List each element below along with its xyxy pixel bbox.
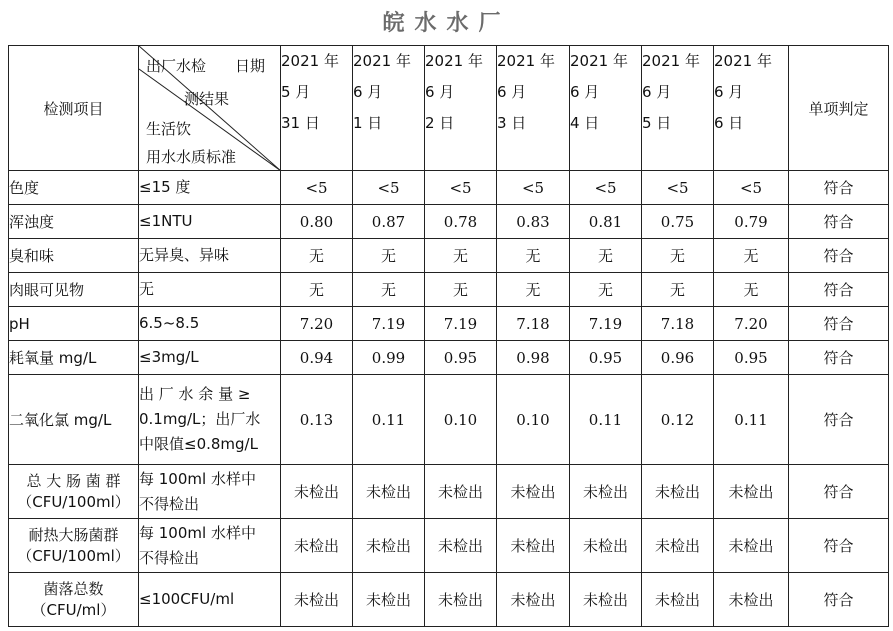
- date-column-header: [425, 46, 497, 171]
- verdict-cell: 符合: [789, 239, 889, 273]
- result-cell: 0.10: [425, 375, 497, 465]
- result-cell: 未检出: [570, 519, 642, 573]
- date-year: 2021 年: [642, 52, 700, 70]
- result-cell: 未检出: [281, 465, 353, 519]
- diagonal-header-cell: [139, 46, 281, 171]
- result-cell: 7.19: [570, 307, 642, 341]
- result-cell: 未检出: [281, 573, 353, 627]
- result-cell: 0.11: [570, 375, 642, 465]
- result-cell: 未检出: [353, 519, 425, 573]
- date-year: 2021 年: [425, 52, 483, 70]
- result-cell: 0.80: [281, 205, 353, 239]
- date-column-header: [642, 46, 714, 171]
- result-cell: 未检出: [642, 573, 714, 627]
- result-cell: 0.87: [353, 205, 425, 239]
- item-name-cell: 肉眼可见物: [9, 273, 139, 307]
- page-title: 皖水水厂: [382, 11, 511, 36]
- date-column-header: [570, 46, 642, 171]
- verdict-cell: 符合: [789, 273, 889, 307]
- standard-line: 每 100ml 水样中: [139, 523, 256, 542]
- result-cell: 未检出: [281, 519, 353, 573]
- result-cell: 无: [497, 273, 570, 307]
- standard-line: 中限值≤0.8mg/L: [139, 435, 258, 453]
- result-cell: <5: [642, 171, 714, 205]
- result-cell: <5: [353, 171, 425, 205]
- date-day: 3 日: [497, 114, 527, 132]
- result-cell: 0.11: [714, 375, 789, 465]
- result-cell: 无: [425, 273, 497, 307]
- result-cell: 未检出: [497, 465, 570, 519]
- table-row: [9, 341, 889, 375]
- result-cell: 未检出: [497, 519, 570, 573]
- result-cell: 0.10: [497, 375, 570, 465]
- result-cell: 0.75: [642, 205, 714, 239]
- result-cell: 未检出: [714, 519, 789, 573]
- item-name-line: （CFU/100ml）: [17, 546, 130, 565]
- item-name-line: （CFU/ml）: [31, 600, 116, 619]
- table-row: [9, 519, 889, 573]
- standard-cell: [139, 375, 281, 465]
- result-cell: 7.19: [353, 307, 425, 341]
- result-cell: 7.18: [642, 307, 714, 341]
- item-name-line: （CFU/100ml）: [17, 492, 130, 511]
- table-row: [9, 573, 889, 627]
- item-name-cell: 臭和味: [9, 239, 139, 273]
- item-name-line: 总 大 肠 菌 群: [26, 471, 121, 490]
- verdict-cell: 符合: [789, 465, 889, 519]
- item-name-line: 耐热大肠菌群: [28, 525, 119, 544]
- result-cell: 无: [714, 239, 789, 273]
- result-cell: 无: [281, 239, 353, 273]
- diag-low-label-1: 生活饮: [146, 120, 192, 138]
- result-cell: 0.95: [714, 341, 789, 375]
- verdict-cell: 符合: [789, 375, 889, 465]
- standard-line: 不得检出: [139, 548, 200, 567]
- item-name-cell: 二氧化氯 mg/L: [9, 375, 139, 465]
- item-name-cell: pH: [9, 307, 139, 341]
- result-cell: 未检出: [570, 573, 642, 627]
- item-name-cell: 色度: [9, 171, 139, 205]
- item-name-cell: 耗氧量 mg/L: [9, 341, 139, 375]
- diag-top-right-label: 日期: [235, 57, 266, 75]
- item-name-cell: [9, 573, 139, 627]
- result-cell: 未检出: [425, 465, 497, 519]
- result-cell: 未检出: [425, 519, 497, 573]
- date-month: 6 月: [497, 83, 527, 101]
- result-cell: 无: [353, 273, 425, 307]
- standard-cell: 6.5~8.5: [139, 307, 281, 341]
- table-row: [9, 375, 889, 465]
- result-cell: 0.81: [570, 205, 642, 239]
- date-year: 2021 年: [281, 52, 339, 70]
- date-column-header: [281, 46, 353, 171]
- result-cell: 未检出: [714, 573, 789, 627]
- date-month: 6 月: [425, 83, 455, 101]
- date-day: 1 日: [353, 114, 383, 132]
- result-cell: 无: [714, 273, 789, 307]
- verdict-cell: 符合: [789, 573, 889, 627]
- date-column-header: [353, 46, 425, 171]
- result-cell: 0.94: [281, 341, 353, 375]
- standard-cell: ≤1NTU: [139, 205, 281, 239]
- diag-mid-label: 测结果: [184, 90, 230, 108]
- date-month: 5 月: [281, 83, 311, 101]
- result-cell: 无: [425, 239, 497, 273]
- result-cell: 0.96: [642, 341, 714, 375]
- result-cell: 未检出: [425, 573, 497, 627]
- standard-cell: [139, 465, 281, 519]
- item-name-line: 菌落总数: [43, 579, 104, 598]
- result-cell: 0.98: [497, 341, 570, 375]
- result-cell: 7.18: [497, 307, 570, 341]
- item-name-cell: [9, 519, 139, 573]
- result-cell: 0.11: [353, 375, 425, 465]
- standard-line: 0.1mg/L；出厂水: [139, 410, 261, 428]
- standard-line: 不得检出: [139, 494, 200, 513]
- result-cell: 0.78: [425, 205, 497, 239]
- table-row: [9, 171, 889, 205]
- diag-top-left-label: 出厂水检: [146, 57, 207, 75]
- result-cell: 无: [642, 239, 714, 273]
- table-row: [9, 307, 889, 341]
- verdict-cell: 符合: [789, 171, 889, 205]
- result-cell: 0.83: [497, 205, 570, 239]
- date-day: 2 日: [425, 114, 455, 132]
- date-day: 6 日: [714, 114, 744, 132]
- date-year: 2021 年: [353, 52, 411, 70]
- verdict-column-header: 单项判定: [789, 46, 889, 171]
- standard-cell: 无: [139, 273, 281, 307]
- table-row: [9, 273, 889, 307]
- result-cell: 未检出: [570, 465, 642, 519]
- result-cell: 无: [497, 239, 570, 273]
- date-day: 4 日: [570, 114, 600, 132]
- result-cell: 无: [281, 273, 353, 307]
- table-row: [9, 205, 889, 239]
- result-cell: <5: [497, 171, 570, 205]
- standard-cell: 无异臭、异味: [139, 239, 281, 273]
- result-cell: 无: [570, 273, 642, 307]
- result-cell: <5: [425, 171, 497, 205]
- date-year: 2021 年: [570, 52, 628, 70]
- result-cell: <5: [281, 171, 353, 205]
- result-cell: 未检出: [497, 573, 570, 627]
- result-cell: 0.95: [570, 341, 642, 375]
- date-year: 2021 年: [497, 52, 555, 70]
- result-cell: 0.13: [281, 375, 353, 465]
- verdict-cell: 符合: [789, 307, 889, 341]
- result-cell: 无: [353, 239, 425, 273]
- result-cell: 7.19: [425, 307, 497, 341]
- result-cell: 0.95: [425, 341, 497, 375]
- date-day: 5 日: [642, 114, 672, 132]
- standard-cell: ≤3mg/L: [139, 341, 281, 375]
- diag-low-label-2: 用水水质标准: [146, 148, 237, 166]
- header-row: [9, 46, 889, 171]
- result-cell: 未检出: [714, 465, 789, 519]
- result-cell: <5: [714, 171, 789, 205]
- verdict-cell: 符合: [789, 341, 889, 375]
- item-name-cell: 浑浊度: [9, 205, 139, 239]
- verdict-cell: 符合: [789, 205, 889, 239]
- date-column-header: [714, 46, 789, 171]
- standard-cell: ≤15 度: [139, 171, 281, 205]
- result-cell: 未检出: [353, 573, 425, 627]
- date-month: 6 月: [714, 83, 744, 101]
- date-month: 6 月: [570, 83, 600, 101]
- water-quality-table: [8, 45, 889, 627]
- result-cell: 0.99: [353, 341, 425, 375]
- date-month: 6 月: [642, 83, 672, 101]
- result-cell: 无: [642, 273, 714, 307]
- result-cell: 0.79: [714, 205, 789, 239]
- standard-cell: [139, 519, 281, 573]
- item-column-header: 检测项目: [9, 46, 139, 171]
- result-cell: 7.20: [714, 307, 789, 341]
- item-name-cell: [9, 465, 139, 519]
- table-row: [9, 239, 889, 273]
- result-cell: 未检出: [353, 465, 425, 519]
- result-cell: 未检出: [642, 465, 714, 519]
- result-cell: 7.20: [281, 307, 353, 341]
- standard-line: 每 100ml 水样中: [139, 469, 256, 488]
- result-cell: <5: [570, 171, 642, 205]
- date-column-header: [497, 46, 570, 171]
- table-row: [9, 465, 889, 519]
- verdict-cell: 符合: [789, 519, 889, 573]
- standard-line: 出 厂 水 余 量 ≥: [139, 385, 251, 403]
- standard-cell: ≤100CFU/ml: [139, 573, 281, 627]
- result-cell: 0.12: [642, 375, 714, 465]
- date-year: 2021 年: [714, 52, 772, 70]
- date-month: 6 月: [353, 83, 383, 101]
- result-cell: 无: [570, 239, 642, 273]
- date-day: 31 日: [281, 114, 320, 132]
- result-cell: 未检出: [642, 519, 714, 573]
